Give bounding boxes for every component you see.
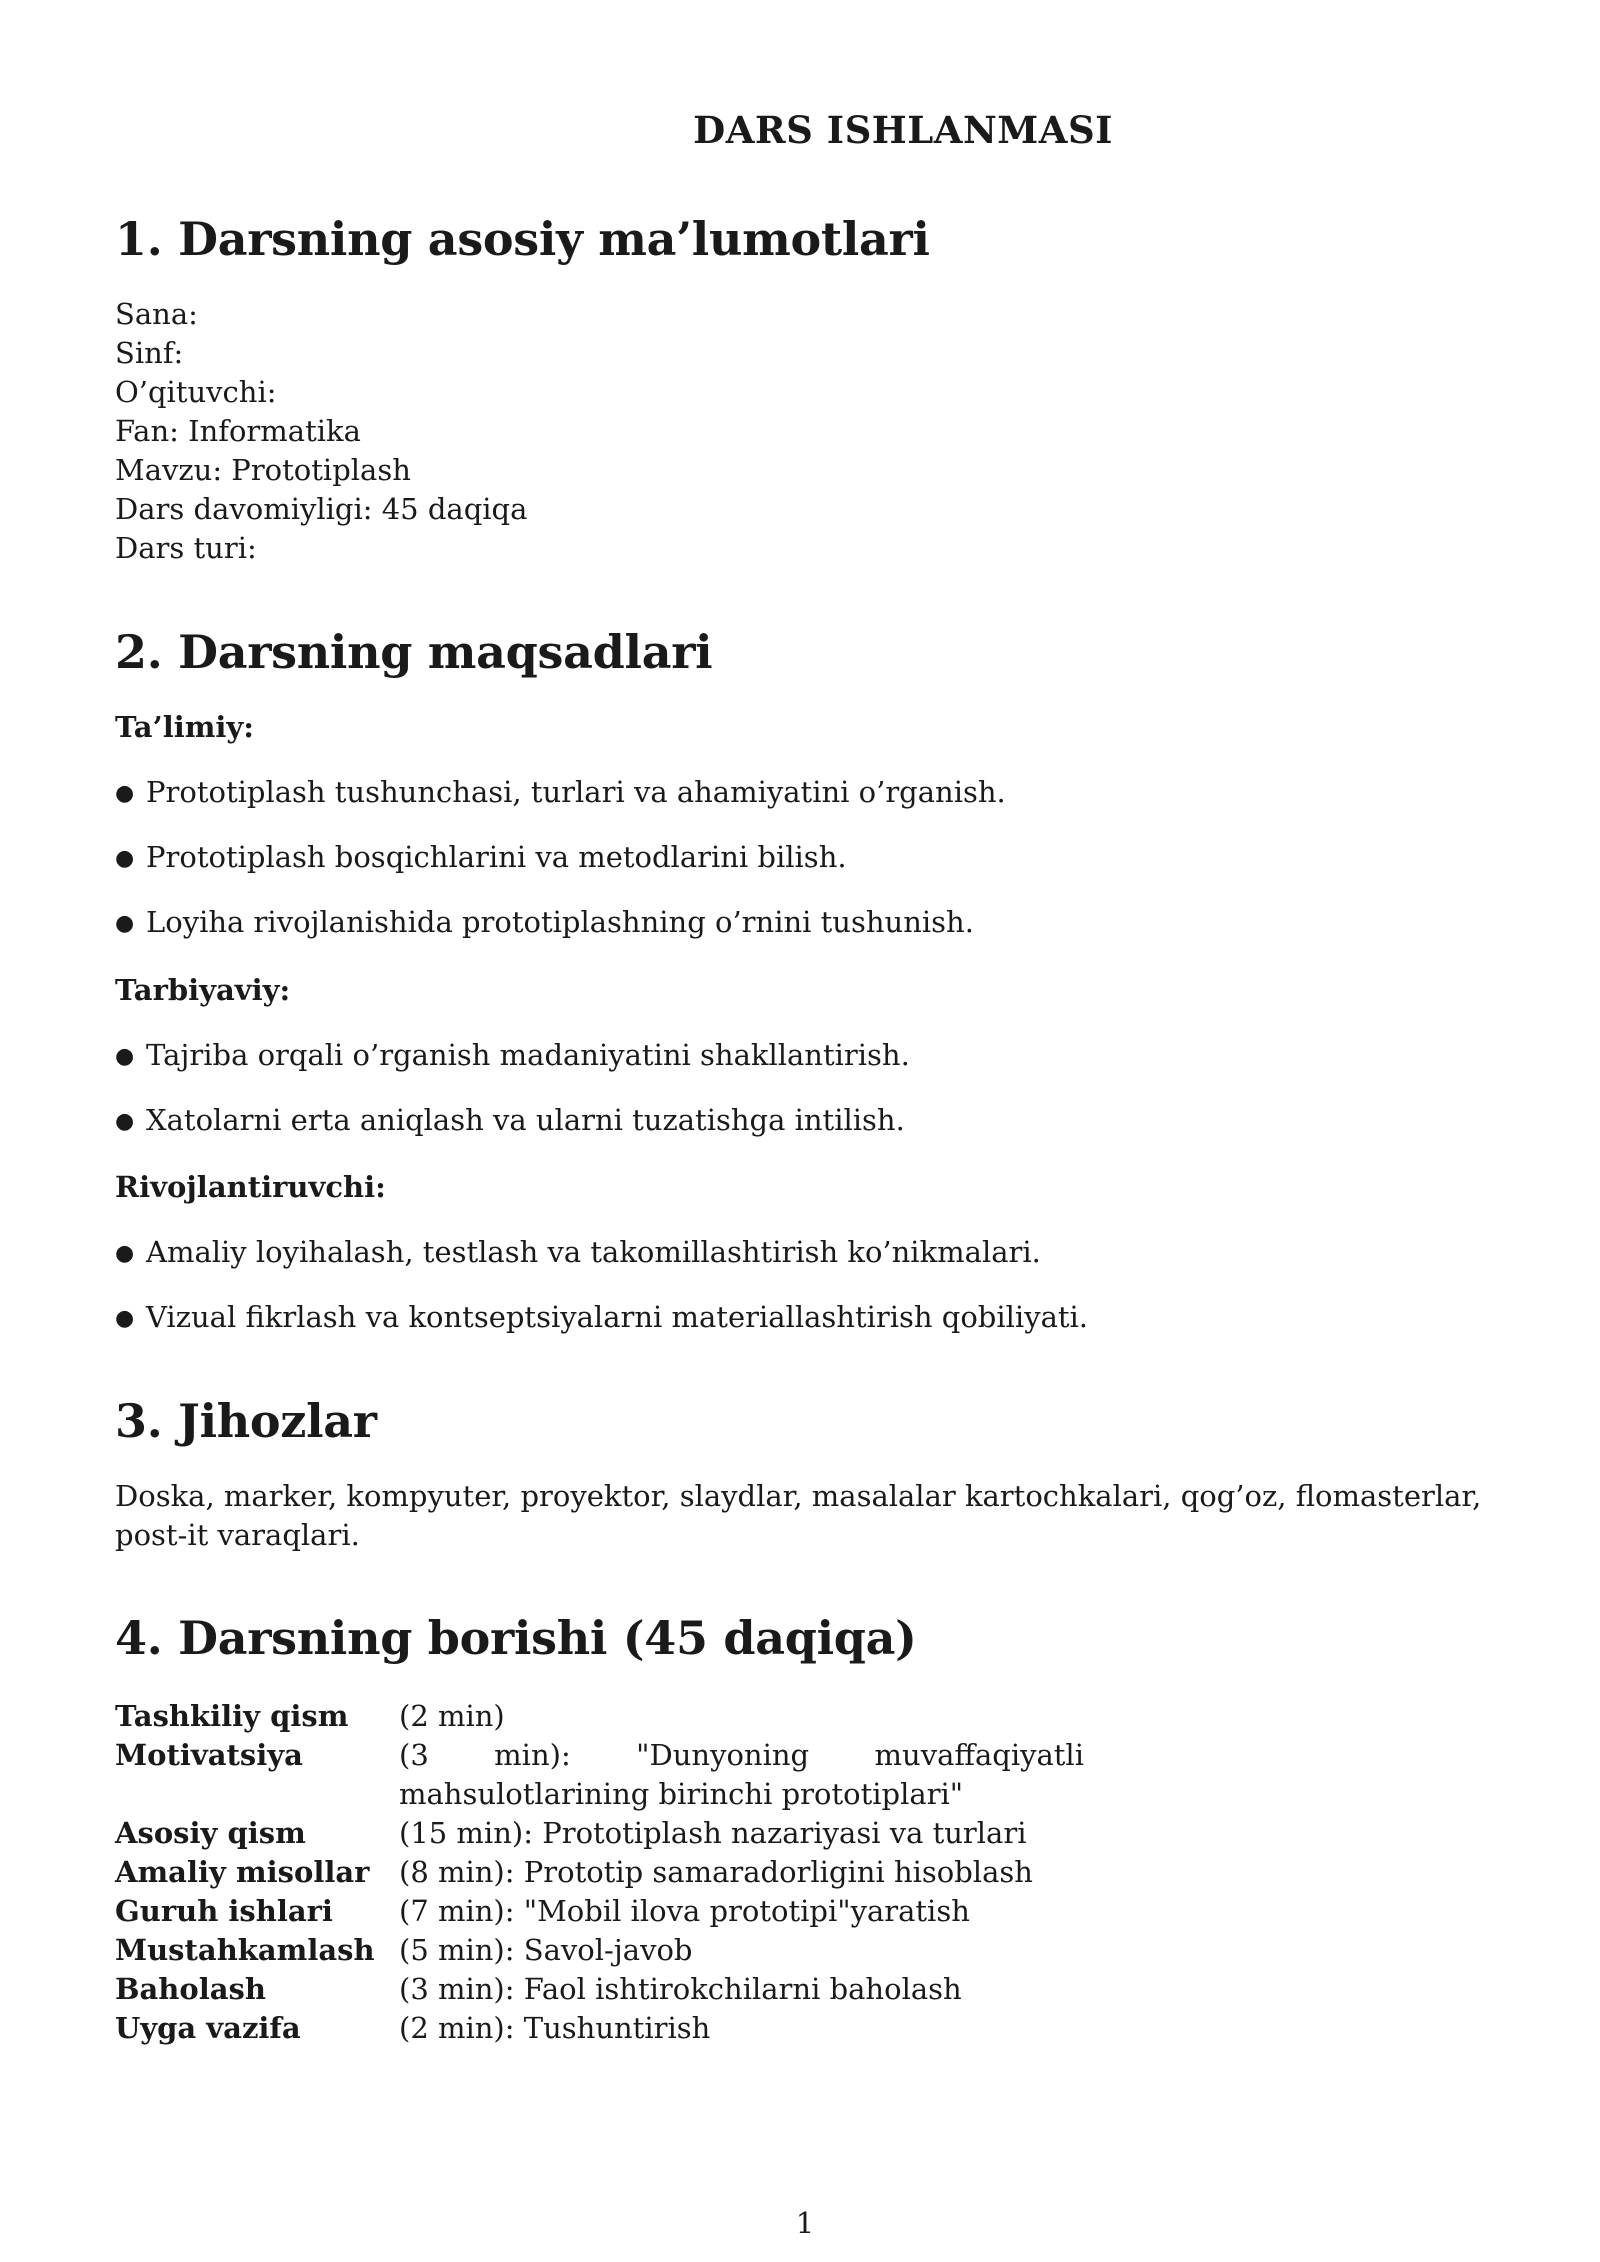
goal-item: ● Tajriba orqali o’rganish madaniyatini shakllantirish. (115, 1038, 910, 1072)
info-line-teacher: O’qituvchi: (115, 375, 277, 409)
process-step-label: Guruh ishlari (115, 1894, 333, 1928)
section-heading-process: 4. Darsning borishi (45 daqiqa) (115, 1611, 917, 1665)
goal-group-label-educational: Ta’limiy: (115, 710, 254, 744)
process-step-value: (8 min): Prototip samaradorligini hisoblash (399, 1855, 1033, 1889)
page-number: 1 (795, 2206, 815, 2240)
bullet-icon: ● (115, 1109, 135, 1134)
section-heading-goals: 2. Darsning maqsadlari (115, 625, 713, 679)
section-heading-info: 1. Darsning asosiy ma’lumotlari (115, 212, 930, 266)
bullet-icon: ● (115, 911, 135, 936)
info-line-type: Dars turi: (115, 531, 257, 565)
document-title: DARS ISHLANMASI (693, 108, 1113, 152)
section-heading-equipment: 3. Jihozlar (115, 1394, 377, 1448)
goal-group-label-upbringing: Tarbiyaviy: (115, 973, 291, 1007)
info-line-topic: Mavzu: Prototiplash (115, 453, 411, 487)
info-line-subject: Fan: Informatika (115, 414, 361, 448)
process-step-label: Baholash (115, 1972, 266, 2006)
goal-item: ● Prototiplash tushunchasi, turlari va ahamiyatini o’rganish. (115, 775, 1006, 809)
process-step-label: Asosiy qism (115, 1816, 306, 1850)
process-step-label: Amaliy misollar (115, 1855, 370, 1889)
bullet-icon: ● (115, 1044, 135, 1069)
goal-item: ● Loyiha rivojlanishida prototiplashning o’rnini tushunish. (115, 905, 974, 939)
process-step-value: (2 min) (399, 1699, 505, 1733)
process-step-value: (15 min): Prototiplash nazariyasi va turlari (399, 1816, 1027, 1850)
process-step-value: (5 min): Savol-javob (399, 1933, 693, 1967)
process-step-value: mahsulotlarining birinchi prototiplari" (399, 1777, 964, 1811)
bullet-icon: ● (115, 846, 135, 871)
process-step-label: Mustahkamlash (115, 1933, 375, 1967)
info-line-class: Sinf: (115, 336, 184, 370)
process-step-value: (3 min): Faol ishtirokchilarni baholash (399, 1972, 962, 2006)
goal-item: ● Prototiplash bosqichlarini va metodlarini bilish. (115, 840, 847, 874)
equipment-text: Doska, marker, kompyuter, proyektor, slaydlar, masalalar kartochkalari, qog’oz, flomasterlar, post-it varaqlari. (115, 1479, 1482, 1552)
process-step-label: Motivatsiya (115, 1738, 303, 1772)
info-line-date: Sana: (115, 297, 198, 331)
bullet-icon: ● (115, 1306, 135, 1331)
goal-item: ● Amaliy loyihalash, testlash va takomillashtirish ko’nikmalari. (115, 1235, 1041, 1269)
goal-item: ● Vizual fikrlash va kontseptsiyalarni materiallashtirish qobiliyati. (115, 1300, 1089, 1334)
process-step-value: (3 min): "Dunyoning muvaffaqiyatli (399, 1738, 1084, 1772)
goal-group-label-developmental: Rivojlantiruvchi: (115, 1170, 386, 1204)
process-step-value: (7 min): "Mobil ilova prototipi"yaratish (399, 1894, 970, 1928)
info-line-duration: Dars davomiyligi: 45 daqiqa (115, 492, 528, 526)
bullet-icon: ● (115, 1241, 135, 1266)
process-step-value: (2 min): Tushuntirish (399, 2011, 711, 2045)
process-step-label: Tashkiliy qism (115, 1699, 349, 1733)
goal-item: ● Xatolarni erta aniqlash va ularni tuzatishga intilish. (115, 1103, 905, 1137)
process-step-label: Uyga vazifa (115, 2011, 301, 2045)
bullet-icon: ● (115, 781, 135, 806)
